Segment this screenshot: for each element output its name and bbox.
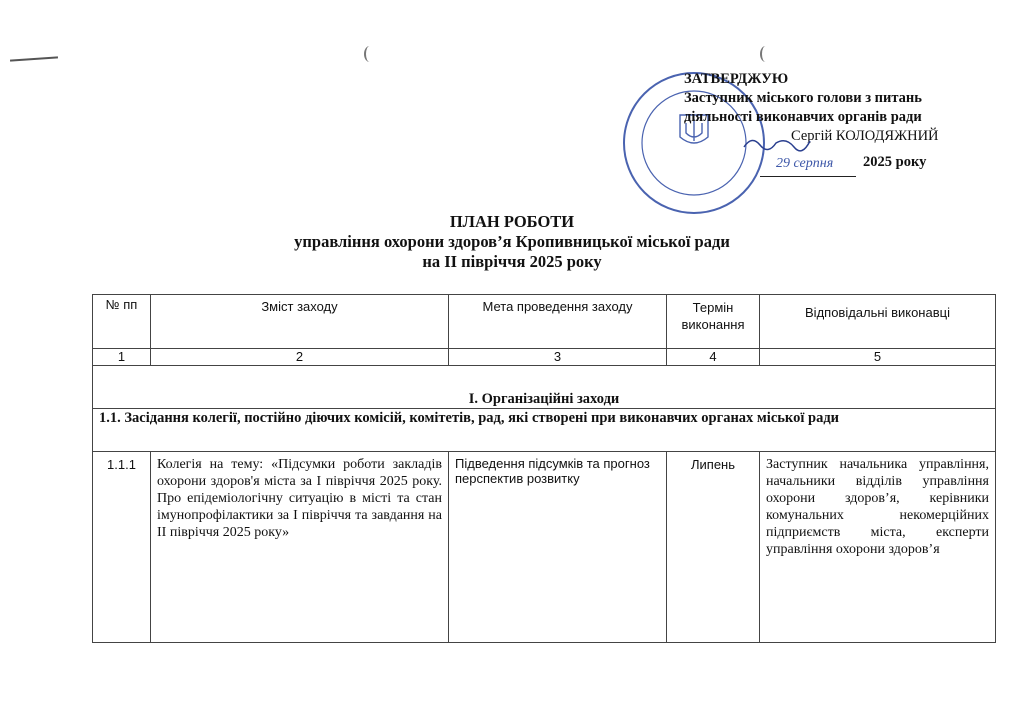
header-content: Зміст заходу xyxy=(151,295,449,349)
row-term: Липень xyxy=(667,452,760,643)
approval-heading: ЗАТВЕРДЖУЮ xyxy=(684,71,789,87)
document-title: ПЛАН РОБОТИ xyxy=(449,212,575,231)
spacer-row xyxy=(93,429,996,452)
subsection-row xyxy=(93,409,996,430)
signature xyxy=(742,133,812,153)
approval-name: Сергій КОЛОДЯЖНИЙ xyxy=(791,128,939,144)
approval-date-handwritten: 29 серпня xyxy=(776,156,834,171)
section-heading: І. Організаційні заходи xyxy=(93,366,996,409)
row-goal: Підведення підсумків та прогноз перспектив розвитку xyxy=(449,452,667,643)
margin-mark xyxy=(10,56,58,61)
table-header-row xyxy=(93,295,996,349)
header-term: Термін виконання xyxy=(667,295,760,349)
row-content: Колегія на тему: «Підсумки роботи закладів охорони здоров'я міста за І півріччя 2025 року. Про епідеміологічну ситуацію в місті та стан імунопрофілактики за І півріччя та завдання на ІІ півріччя 2025 року» xyxy=(151,452,449,643)
date-underline xyxy=(760,176,856,177)
column-number: 3 xyxy=(449,349,667,366)
header-number: № пп xyxy=(93,295,151,349)
column-number: 2 xyxy=(151,349,449,366)
column-number-row xyxy=(93,349,996,366)
work-plan-table xyxy=(92,294,996,643)
table-row xyxy=(93,452,996,643)
row-number: 1.1.1 xyxy=(93,452,151,643)
column-number: 4 xyxy=(667,349,760,366)
punch-hole-mark xyxy=(760,46,771,62)
approval-year: 2025 року xyxy=(863,154,927,170)
document-period: на ІІ півріччя 2025 року xyxy=(422,252,602,271)
column-number: 5 xyxy=(760,349,996,366)
approval-position-line2: діяльності виконавчих органів ради xyxy=(684,109,922,125)
section-row xyxy=(93,366,996,409)
approval-position-line1: Заступник міського голови з питань xyxy=(684,90,922,106)
document-subtitle: управління охорони здоров’я Кропивницької міської ради xyxy=(294,232,730,251)
punch-hole-mark xyxy=(364,46,375,62)
header-goal: Мета проведення заходу xyxy=(449,295,667,349)
row-responsible: Заступник начальника управління, начальники відділів управління охорони здоров’я, керівники комунальних некомерційних підприємств міста, експерти управління охорони здоров’я xyxy=(760,452,996,643)
header-responsible: Відповідальні виконавці xyxy=(760,295,996,349)
subsection-heading: 1.1. Засідання колегії, постійно діючих комісій, комітетів, рад, які створені при виконавчих органах міської ради xyxy=(93,409,996,430)
column-number: 1 xyxy=(93,349,151,366)
